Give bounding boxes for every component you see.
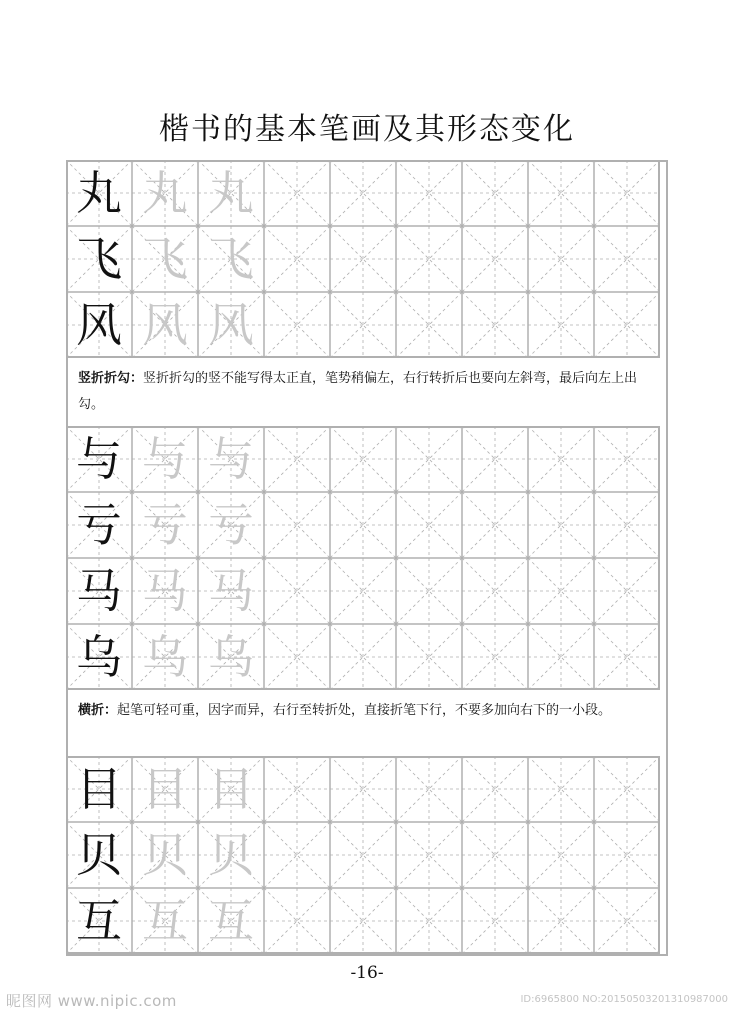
model-character: 目 [76,762,122,816]
model-character-cell [66,888,132,954]
blank-practice-cell [528,492,594,558]
trace-character: 风 [208,298,254,352]
model-character-cell [66,558,132,624]
trace-character-cell [132,226,198,292]
model-character: 贝 [76,828,122,882]
model-character-cell [66,160,132,226]
blank-practice-cell [462,226,528,292]
trace-character: 马 [208,564,254,618]
model-character-cell [66,822,132,888]
blank-practice-cell [264,624,330,690]
trace-character: 飞 [142,232,188,286]
practice-grid-block-1 [66,160,666,358]
trace-character-cell [198,426,264,492]
model-character-cell [66,292,132,358]
trace-character-cell [198,160,264,226]
model-character: 风 [76,298,122,352]
blank-practice-cell [396,558,462,624]
practice-row [66,756,666,822]
trace-character-cell [198,822,264,888]
note-text: 起笔可轻可重，因字而异，右行至转折处，直接折笔下行，不要多加向右下的一小段。 [117,703,612,718]
model-character: 亏 [76,498,122,552]
stroke-note-1 [66,358,666,426]
trace-character: 马 [142,564,188,618]
practice-grid-block-3 [66,756,666,954]
model-character: 互 [76,894,122,948]
blank-practice-cell [330,822,396,888]
watermark-logo: 昵图网 www.nipic.com [6,992,177,1010]
model-character: 丸 [76,166,122,220]
blank-practice-cell [462,822,528,888]
trace-character-cell [198,226,264,292]
practice-row [66,226,666,292]
trace-character: 贝 [208,828,254,882]
blank-practice-cell [462,292,528,358]
model-character-cell [66,226,132,292]
trace-character-cell [132,888,198,954]
practice-row [66,558,666,624]
blank-practice-cell [396,226,462,292]
trace-character: 互 [142,894,188,948]
trace-character-cell [198,292,264,358]
practice-row [66,624,666,690]
practice-row [66,292,666,358]
trace-character-cell [132,160,198,226]
model-character: 与 [76,432,122,486]
blank-practice-cell [330,888,396,954]
blank-practice-cell [396,624,462,690]
trace-character-cell [132,756,198,822]
blank-practice-cell [330,426,396,492]
blank-practice-cell [528,426,594,492]
blank-practice-cell [396,756,462,822]
blank-practice-cell [330,226,396,292]
watermark-id: ID:6965800 NO:20150503201310987000 [520,994,728,1005]
blank-practice-cell [594,822,660,888]
trace-character: 贝 [142,828,188,882]
trace-character: 飞 [208,232,254,286]
blank-practice-cell [462,558,528,624]
blank-practice-cell [264,426,330,492]
model-character-cell [66,492,132,558]
practice-row [66,492,666,558]
trace-character-cell [132,624,198,690]
blank-practice-cell [264,226,330,292]
blank-practice-cell [462,426,528,492]
blank-practice-cell [264,756,330,822]
trace-character-cell [132,492,198,558]
model-character-cell [66,624,132,690]
model-character: 马 [76,564,122,618]
blank-practice-cell [594,624,660,690]
blank-practice-cell [462,888,528,954]
blank-practice-cell [462,492,528,558]
blank-practice-cell [264,888,330,954]
trace-character: 目 [142,762,188,816]
blank-practice-cell [594,426,660,492]
practice-row [66,160,666,226]
trace-character: 丸 [208,166,254,220]
model-character-cell [66,426,132,492]
blank-practice-cell [462,624,528,690]
note-heading: 竖折折勾： [78,371,144,386]
trace-character: 丸 [142,166,188,220]
blank-practice-cell [594,160,660,226]
blank-practice-cell [462,160,528,226]
practice-row [66,426,666,492]
trace-character: 风 [142,298,188,352]
blank-practice-cell [330,160,396,226]
page-title: 楷书的基本笔画及其形态变化 [159,112,575,147]
blank-practice-cell [264,160,330,226]
stroke-note-2 [66,690,666,756]
practice-grid-block-2 [66,426,666,690]
model-character-cell [66,756,132,822]
practice-row [66,822,666,888]
page-number: -16- [350,963,384,983]
blank-practice-cell [594,292,660,358]
trace-character: 乌 [208,630,254,684]
trace-character-cell [132,558,198,624]
blank-practice-cell [264,492,330,558]
trace-character-cell [198,624,264,690]
trace-character: 亏 [208,498,254,552]
blank-practice-cell [528,888,594,954]
blank-practice-cell [528,160,594,226]
trace-character: 互 [208,894,254,948]
note-text: 竖折折勾的竖不能写得太正直，笔势稍偏左，右行转折后也要向左斜弯，最后向左上出勾。 [78,371,638,412]
trace-character-cell [198,888,264,954]
trace-character-cell [198,558,264,624]
trace-character-cell [198,492,264,558]
trace-character-cell [132,822,198,888]
trace-character-cell [132,292,198,358]
model-character: 飞 [76,232,122,286]
trace-character: 目 [208,762,254,816]
blank-practice-cell [528,558,594,624]
practice-row [66,888,666,954]
blank-practice-cell [594,492,660,558]
trace-character: 与 [208,432,254,486]
blank-practice-cell [594,888,660,954]
blank-practice-cell [396,160,462,226]
blank-practice-cell [462,756,528,822]
trace-character-cell [198,756,264,822]
trace-character: 与 [142,432,188,486]
trace-character: 乌 [142,630,188,684]
blank-practice-cell [330,492,396,558]
blank-practice-cell [264,292,330,358]
blank-practice-cell [396,822,462,888]
blank-practice-cell [528,822,594,888]
blank-practice-cell [594,226,660,292]
blank-practice-cell [330,292,396,358]
blank-practice-cell [330,558,396,624]
blank-practice-cell [264,558,330,624]
blank-practice-cell [396,888,462,954]
trace-character-cell [132,426,198,492]
blank-practice-cell [528,756,594,822]
blank-practice-cell [264,822,330,888]
blank-practice-cell [528,292,594,358]
blank-practice-cell [330,624,396,690]
blank-practice-cell [396,492,462,558]
blank-practice-cell [396,292,462,358]
blank-practice-cell [594,558,660,624]
blank-practice-cell [330,756,396,822]
model-character: 乌 [76,630,122,684]
blank-practice-cell [528,226,594,292]
trace-character: 亏 [142,498,188,552]
note-heading: 横折： [78,703,118,718]
blank-practice-cell [528,624,594,690]
blank-practice-cell [594,756,660,822]
blank-practice-cell [396,426,462,492]
